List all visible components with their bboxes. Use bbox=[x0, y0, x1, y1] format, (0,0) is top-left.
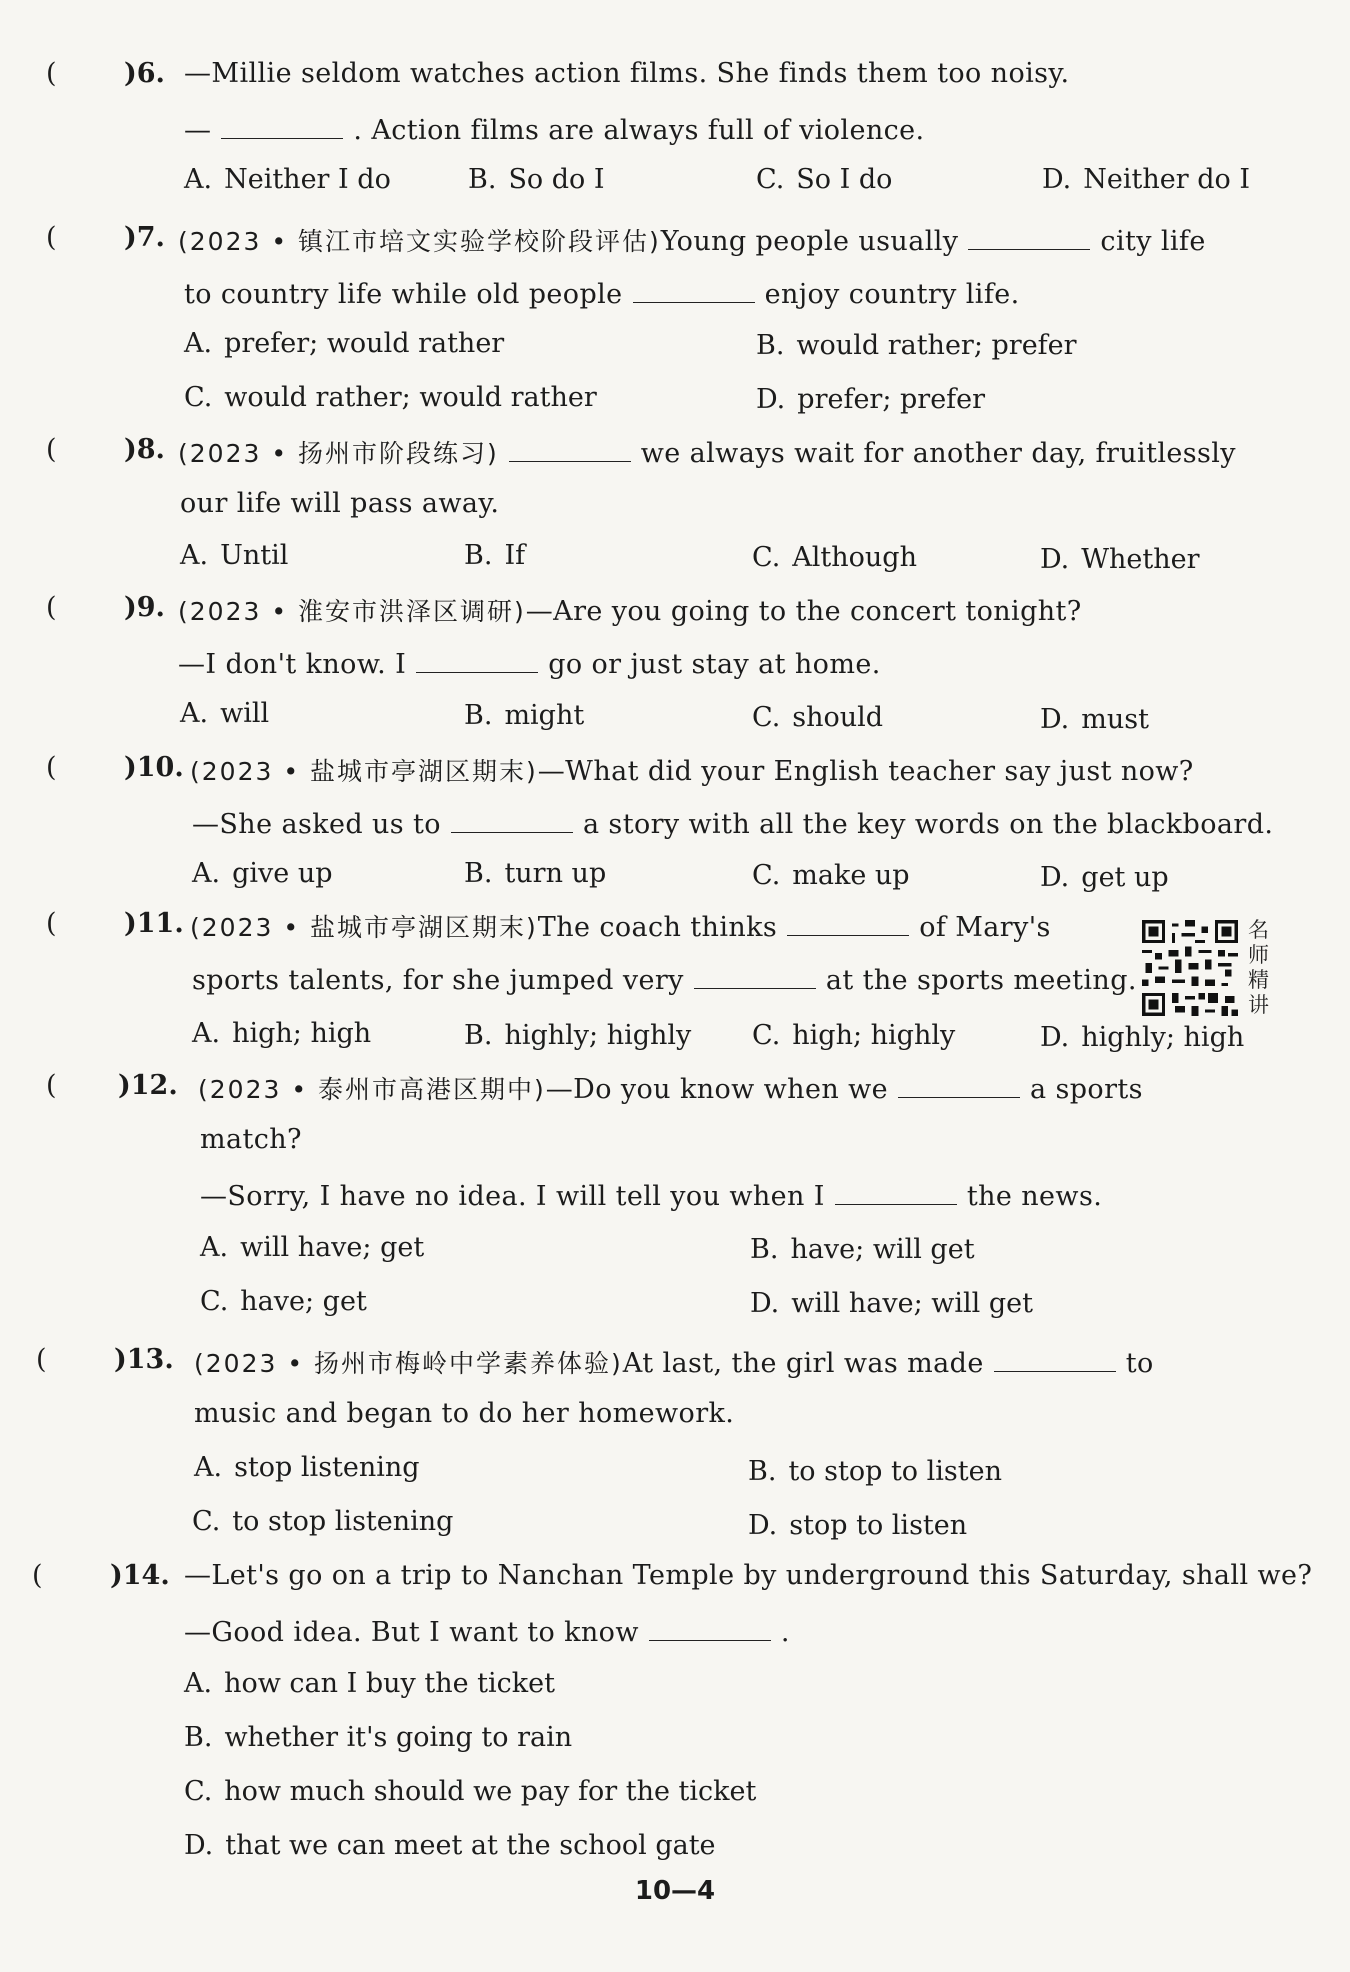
option-a[interactable]: A. prefer; would rather bbox=[184, 328, 505, 359]
qr-caption: 名 师 精 讲 bbox=[1248, 918, 1269, 1017]
option-a[interactable]: A. stop listening bbox=[194, 1452, 420, 1483]
option-b[interactable]: B. have; will get bbox=[750, 1234, 975, 1265]
question-line: —Millie seldom watches action films. She finds them too noisy. bbox=[184, 58, 1070, 89]
question-number: )10. bbox=[124, 752, 184, 783]
question-number: )7. bbox=[124, 222, 165, 253]
question-line: match? bbox=[200, 1124, 302, 1155]
option-d[interactable]: D. prefer; prefer bbox=[756, 384, 986, 415]
question-line: sports talents, for she jumped very at the sports meeting. bbox=[192, 962, 1137, 996]
answer-blank[interactable] bbox=[968, 223, 1090, 250]
answer-bracket: ( bbox=[46, 592, 57, 623]
question-line: (2023 • 泰州市高港区期中)—Do you know when we a sports bbox=[198, 1070, 1143, 1106]
option-a[interactable]: A. Neither I do bbox=[184, 164, 391, 195]
question-line: (2023 • 盐城市亭湖区期末)—What did your English teacher say just now? bbox=[190, 756, 1194, 787]
option-b[interactable]: B. to stop to listen bbox=[748, 1456, 1002, 1487]
answer-blank[interactable] bbox=[898, 1071, 1020, 1098]
option-d[interactable]: D. stop to listen bbox=[748, 1510, 968, 1541]
answer-blank[interactable] bbox=[649, 1614, 771, 1641]
question-line: — . Action films are always full of violence. bbox=[184, 112, 925, 146]
option-a[interactable]: A. give up bbox=[192, 858, 333, 889]
option-b[interactable]: B. might bbox=[464, 700, 585, 731]
question-source: (2023 • 盐城市亭湖区期末) bbox=[190, 757, 538, 786]
qr-code[interactable] bbox=[1142, 920, 1238, 1016]
question-line: (2023 • 淮安市洪泽区调研)—Are you going to the concert tonight? bbox=[178, 596, 1082, 627]
question-line: —Let's go on a trip to Nanchan Temple by underground this Saturday, shall we? bbox=[184, 1560, 1313, 1591]
question-number: )6. bbox=[124, 58, 165, 89]
question-source: (2023 • 镇江市培文实验学校阶段评估) bbox=[178, 227, 661, 256]
option-a[interactable]: A. will have; get bbox=[200, 1232, 425, 1263]
option-a[interactable]: A. will bbox=[180, 698, 270, 729]
question-line: (2023 • 盐城市亭湖区期末)The coach thinks of Mary's bbox=[190, 908, 1051, 944]
answer-bracket: ( bbox=[36, 1344, 47, 1375]
question-source: (2023 • 淮安市洪泽区调研) bbox=[178, 597, 526, 626]
answer-blank[interactable] bbox=[509, 435, 631, 462]
question-number: )11. bbox=[124, 908, 184, 939]
option-c[interactable]: C. to stop listening bbox=[192, 1506, 454, 1537]
answer-bracket: ( bbox=[46, 58, 57, 89]
option-a[interactable]: A. how can I buy the ticket bbox=[184, 1668, 555, 1699]
question-line: —She asked us to a story with all the key words on the blackboard. bbox=[192, 806, 1273, 840]
answer-blank[interactable] bbox=[221, 112, 343, 139]
question-number: )12. bbox=[118, 1070, 178, 1101]
page-number: 10—4 bbox=[634, 1876, 716, 1906]
option-c[interactable]: C. should bbox=[752, 702, 884, 733]
question-number: )14. bbox=[110, 1560, 170, 1591]
option-c[interactable]: C. would rather; would rather bbox=[184, 382, 597, 413]
question-source: (2023 • 泰州市高港区期中) bbox=[198, 1075, 546, 1104]
answer-bracket: ( bbox=[32, 1560, 43, 1591]
option-b[interactable]: B. So do I bbox=[468, 164, 605, 195]
option-a[interactable]: A. high; high bbox=[192, 1018, 372, 1049]
answer-bracket: ( bbox=[46, 434, 57, 465]
question-number: )13. bbox=[114, 1344, 174, 1375]
answer-blank[interactable] bbox=[633, 276, 755, 303]
question-number: )8. bbox=[124, 434, 165, 465]
option-d[interactable]: D. that we can meet at the school gate bbox=[184, 1830, 716, 1861]
option-c[interactable]: C. make up bbox=[752, 860, 910, 891]
option-b[interactable]: B. would rather; prefer bbox=[756, 330, 1077, 361]
answer-bracket: ( bbox=[46, 1070, 57, 1101]
question-line: —I don't know. I go or just stay at home. bbox=[178, 646, 881, 680]
answer-bracket: ( bbox=[46, 908, 57, 939]
option-a[interactable]: A. Until bbox=[180, 540, 289, 571]
question-source: (2023 • 盐城市亭湖区期末) bbox=[190, 913, 538, 942]
question-line: (2023 • 镇江市培文实验学校阶段评估)Young people usually city life bbox=[178, 222, 1206, 258]
option-d[interactable]: D. Whether bbox=[1040, 544, 1200, 575]
option-c[interactable]: C. high; highly bbox=[752, 1020, 956, 1051]
question-line: —Sorry, I have no idea. I will tell you when I the news. bbox=[200, 1178, 1102, 1212]
question-line: to country life while old people enjoy country life. bbox=[184, 276, 1020, 310]
option-c[interactable]: C. So I do bbox=[756, 164, 893, 195]
option-c[interactable]: C. have; get bbox=[200, 1286, 367, 1317]
answer-blank[interactable] bbox=[835, 1178, 957, 1205]
option-c[interactable]: C. how much should we pay for the ticket bbox=[184, 1776, 757, 1807]
option-b[interactable]: B. highly; highly bbox=[464, 1020, 692, 1051]
option-b[interactable]: B. If bbox=[464, 540, 526, 571]
question-source: (2023 • 扬州市阶段练习) bbox=[178, 439, 499, 468]
option-d[interactable]: D. must bbox=[1040, 704, 1149, 735]
question-line: our life will pass away. bbox=[180, 488, 500, 519]
option-c[interactable]: C. Although bbox=[752, 542, 917, 573]
answer-blank[interactable] bbox=[694, 962, 816, 989]
answer-blank[interactable] bbox=[451, 806, 573, 833]
question-line: —Good idea. But I want to know . bbox=[184, 1614, 790, 1648]
answer-blank[interactable] bbox=[994, 1345, 1116, 1372]
option-d[interactable]: D. Neither do I bbox=[1042, 164, 1251, 195]
answer-bracket: ( bbox=[46, 752, 57, 783]
answer-bracket: ( bbox=[46, 222, 57, 253]
question-line: music and began to do her homework. bbox=[194, 1398, 735, 1429]
option-b[interactable]: B. turn up bbox=[464, 858, 607, 889]
answer-blank[interactable] bbox=[787, 909, 909, 936]
option-d[interactable]: D. get up bbox=[1040, 862, 1169, 893]
option-d[interactable]: D. highly; high bbox=[1040, 1022, 1245, 1053]
option-d[interactable]: D. will have; will get bbox=[750, 1288, 1033, 1319]
question-source: (2023 • 扬州市梅岭中学素养体验) bbox=[194, 1349, 623, 1378]
question-line: (2023 • 扬州市阶段练习) we always wait for another day, fruitlessly bbox=[178, 434, 1236, 470]
question-number: )9. bbox=[124, 592, 165, 623]
answer-blank[interactable] bbox=[416, 646, 538, 673]
option-b[interactable]: B. whether it's going to rain bbox=[184, 1722, 573, 1753]
question-line: (2023 • 扬州市梅岭中学素养体验)At last, the girl was made to bbox=[194, 1344, 1154, 1380]
